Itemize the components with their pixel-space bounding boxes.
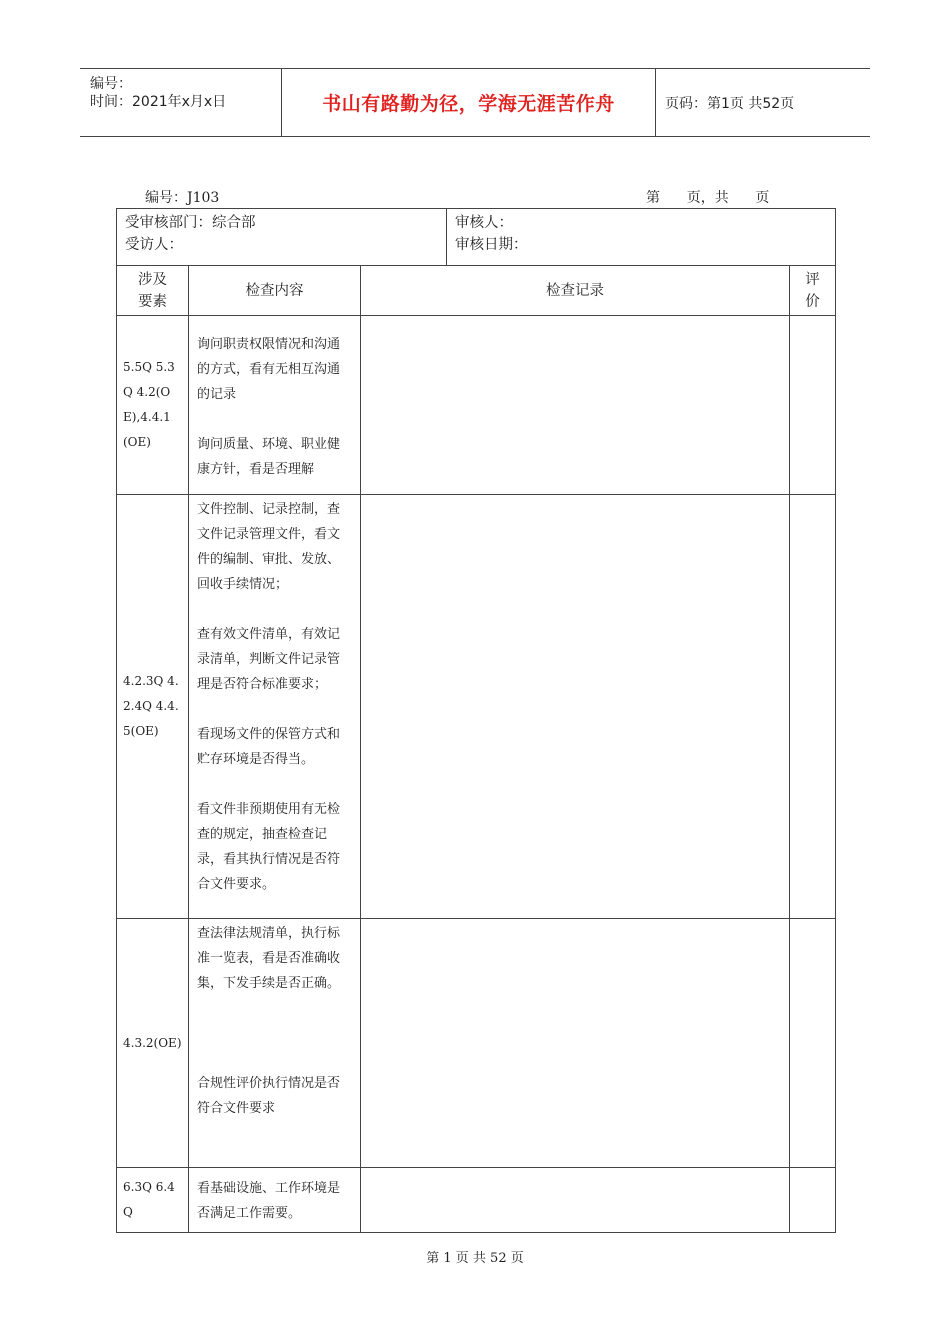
- col-header-record: 检查记录: [361, 266, 790, 316]
- page-header: [80, 68, 870, 137]
- header-time: 时间：2021年x月x日: [90, 94, 227, 110]
- rating-cell[interactable]: [790, 1168, 836, 1233]
- table-row: [117, 316, 836, 495]
- audit-checklist-table: [116, 208, 836, 1233]
- info-row: [117, 209, 836, 266]
- record-cell[interactable]: [361, 316, 790, 495]
- rating-cell[interactable]: [790, 919, 836, 1168]
- interviewee-field[interactable]: 受访人：: [125, 237, 183, 253]
- col-header-rating: 评价: [790, 266, 836, 316]
- header-meta: [80, 69, 281, 136]
- content-cell: [189, 316, 361, 495]
- doc-page-of: 第 页，共 页: [646, 190, 770, 206]
- content-paragraph: 看文件非预期使用有无检查的规定，抽查检查记录，看其执行情况是否符合文件要求。: [197, 802, 341, 892]
- audit-date-field[interactable]: 审核日期：: [455, 237, 528, 253]
- content-paragraph: 文件控制、记录控制，查文件记录管理文件，看文件的编制、审批、发放、回收手续情况；: [197, 502, 341, 592]
- header-page-code: 页码：第1页 共52页: [665, 95, 795, 112]
- rating-cell[interactable]: [790, 495, 836, 919]
- content-paragraph: 查法律法规清单，执行标准一览表，看是否准确收集，下发手续是否正确。: [197, 926, 341, 991]
- content-paragraph: 看基础设施、工作环境是否满足工作需要。: [197, 1181, 341, 1221]
- header-motto: 书山有路勤为径，学海无涯苦作舟: [322, 93, 615, 115]
- element-cell: 6.3Q 6.4Q: [117, 1168, 189, 1233]
- table-row: [117, 919, 836, 1168]
- element-cell: 4.2.3Q 4.2.4Q 4.4.5(OE): [117, 495, 189, 919]
- page-footer: 第 1 页 共 52 页: [426, 1251, 524, 1266]
- content-paragraph: 询问职责权限情况和沟通的方式，看有无相互沟通的记录: [197, 337, 341, 402]
- auditor-field[interactable]: 审核人：: [455, 215, 514, 231]
- dept-cell: [117, 209, 447, 266]
- content-cell: [189, 919, 361, 1168]
- audited-department: 受审核部门：综合部: [125, 215, 256, 231]
- content-paragraph: 查有效文件清单，有效记录清单，判断文件记录管理是否符合标准要求；: [197, 627, 341, 692]
- header-motto-cell: [281, 69, 656, 136]
- rating-cell[interactable]: [790, 316, 836, 495]
- col-header-content: 检查内容: [189, 266, 361, 316]
- header-number: 编号：: [90, 76, 132, 92]
- record-cell[interactable]: [361, 1168, 790, 1233]
- content-paragraph: 合规性评价执行情况是否符合文件要求: [197, 1076, 341, 1116]
- column-header-row: [117, 266, 836, 316]
- header-page-cell: [655, 69, 870, 136]
- record-cell[interactable]: [361, 919, 790, 1168]
- col-header-element: 涉及要素: [117, 266, 189, 316]
- content-cell: [189, 1168, 361, 1233]
- table-row: [117, 495, 836, 919]
- content-paragraph: 询问质量、环境、职业健康方针，看是否理解: [197, 437, 341, 477]
- content-cell: [189, 495, 361, 919]
- element-cell: 5.5Q 5.3Q 4.2(OE),4.4.1(OE): [117, 316, 189, 495]
- table-row: [117, 1168, 836, 1233]
- doc-number: 编号：J103: [145, 190, 220, 206]
- content-paragraph: 看现场文件的保管方式和贮存环境是否得当。: [197, 727, 341, 767]
- element-cell: 4.3.2(OE): [117, 919, 189, 1168]
- auditor-cell: [447, 209, 836, 266]
- record-cell[interactable]: [361, 495, 790, 919]
